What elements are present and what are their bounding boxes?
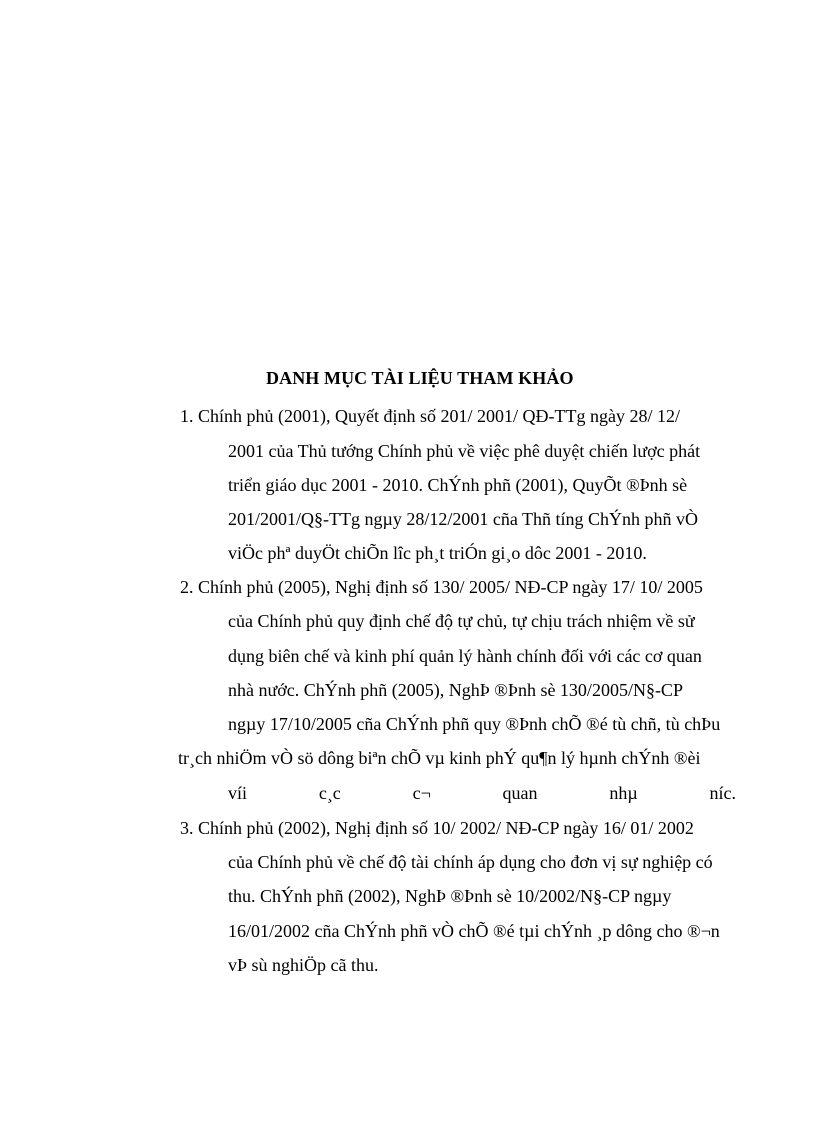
- reference-1-line-1: 1. Chính phủ (2001), Quyết định số 201/ 2001/ QĐ-TTg ngày 28/ 12/: [180, 406, 680, 426]
- page-title: DANH MỤC TÀI LIỆU THAM KHẢO: [266, 368, 574, 388]
- spread-word: níc.: [709, 783, 736, 803]
- reference-2-line-2: của Chính phủ quy định chế độ tự chủ, tự chịu trách nhiệm về sử: [228, 611, 695, 631]
- spread-word: quan: [502, 783, 538, 803]
- reference-3-line-2: của Chính phủ về chế độ tài chính áp dụng cho đơn vị sự nghiệp có: [228, 852, 713, 872]
- reference-1-line-5: viÖc phª duyÖt chiÕn lîc ph¸t triÓn gi¸o dôc 2001 - 2010.: [228, 543, 647, 563]
- reference-3-line-1: 3. Chính phủ (2002), Nghị định số 10/ 2002/ NĐ-CP ngày 16/ 01/ 2002: [180, 818, 694, 838]
- reference-1-line-2: 2001 của Thủ tướng Chính phủ về việc phê duyệt chiến lược phát: [228, 441, 701, 461]
- reference-3-line-5: vÞ sù nghiÖp cã thu.: [228, 955, 379, 975]
- reference-1-line-4: 201/2001/Q§-TTg ngµy 28/12/2001 cña Thñ tíng ChÝnh phñ vÒ: [228, 509, 699, 529]
- spread-word: c¬: [412, 783, 431, 803]
- spread-word: c¸c: [318, 783, 341, 803]
- reference-2-line-5: ngµy 17/10/2005 cña ChÝnh phñ quy ®Þnh chÕ ®é tù chñ, tù chÞu: [228, 714, 721, 734]
- reference-1-line-3: triển giáo dục 2001 - 2010. ChÝnh phñ (2001), QuyÕt ®Þnh sè: [228, 475, 688, 495]
- reference-3-line-3: thu. ChÝnh phñ (2002), NghÞ ®Þnh sè 10/2002/N§-CP ngµy: [228, 886, 672, 906]
- reference-2-line-4: nhà nước. ChÝnh phñ (2005), NghÞ ®Þnh sè 130/2005/N§-CP: [228, 680, 683, 700]
- reference-3-line-4: 16/01/2002 cña ChÝnh phñ vÒ chÕ ®é tµi chÝnh ¸p dông cho ®¬n: [228, 921, 720, 941]
- spread-word: nhµ: [609, 783, 638, 803]
- reference-2-line-1: 2. Chính phủ (2005), Nghị định số 130/ 2005/ NĐ-CP ngày 17/ 10/ 2005: [180, 577, 703, 597]
- reference-2-spread-line: [228, 782, 736, 804]
- spread-word: víi: [228, 783, 248, 803]
- reference-2-line-3: dụng biên chế và kinh phí quản lý hành chính đối với các cơ quan: [228, 646, 702, 666]
- reference-2-line-6: tr¸ch nhiÖm vÒ sö dông biªn chÕ vµ kinh phÝ qu¶n lý hµnh chÝnh ®èi: [178, 748, 701, 768]
